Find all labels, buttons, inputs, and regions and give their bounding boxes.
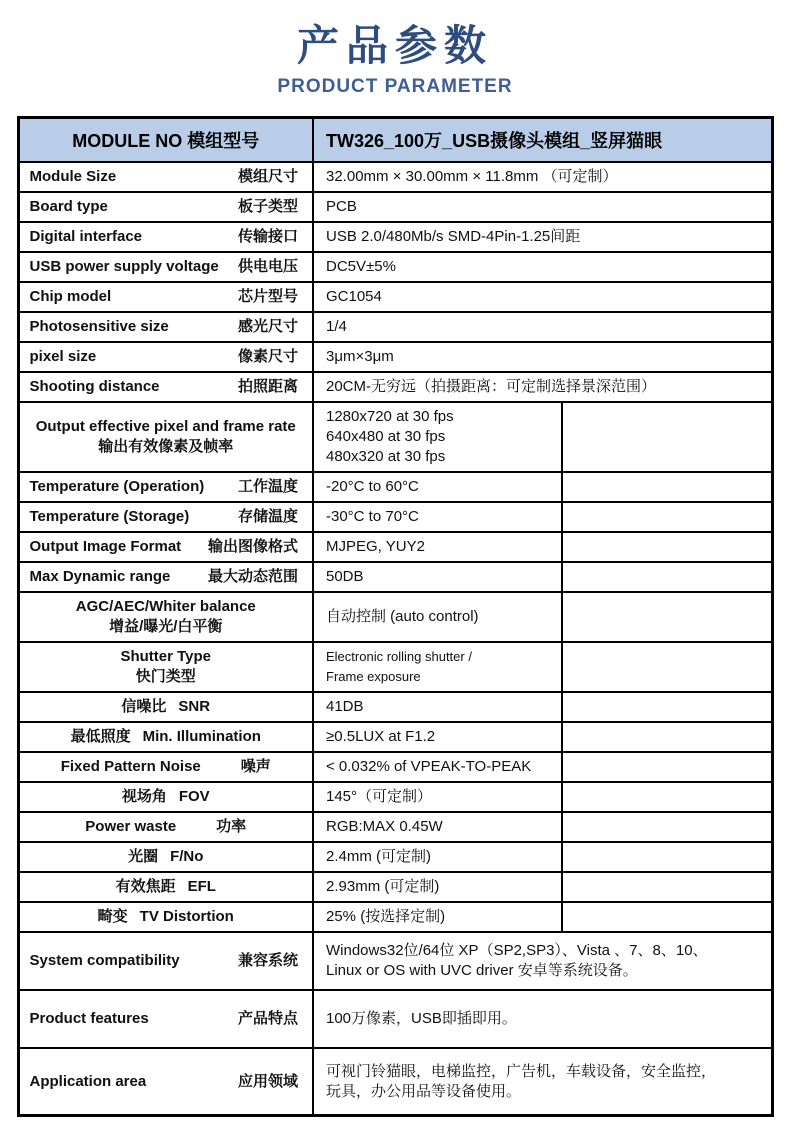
spec-value: 自动控制 (auto control) (313, 592, 562, 642)
spec-label: Board type 板子类型 (18, 192, 313, 222)
spec-empty-cell (562, 592, 772, 642)
spec-row (18, 372, 772, 402)
spec-row (18, 722, 772, 752)
spec-value: Electronic rolling shutter / Frame exposure (313, 642, 562, 692)
spec-label: Max Dynamic range 最大动态范围 (18, 562, 313, 592)
spec-empty-cell (562, 402, 772, 472)
spec-label: Photosensitive size 感光尺寸 (18, 312, 313, 342)
spec-label: Product features 产品特点 (18, 990, 313, 1048)
spec-row (18, 402, 772, 472)
spec-value: Windows32位/64位 XP（SP2,SP3）、Vista 、7、8、10、 Linux or OS with UVC driver 安卓等系统设备。 (313, 932, 772, 990)
spec-label: 畸变 TV Distortion (18, 902, 313, 932)
spec-empty-cell (562, 902, 772, 932)
spec-value: 2.93mm (可定制) (313, 872, 562, 902)
spec-row (18, 842, 772, 872)
spec-empty-cell (562, 782, 772, 812)
spec-value: -30°C to 70°C (313, 502, 562, 532)
spec-label: Shutter Type 快门类型 (18, 642, 313, 692)
spec-label: Temperature (Operation) 工作温度 (18, 472, 313, 502)
spec-row (18, 472, 772, 502)
spec-row (18, 592, 772, 642)
spec-table-body (18, 162, 772, 1116)
spec-value: USB 2.0/480Mb/s SMD-4Pin-1.25间距 (313, 222, 772, 252)
spec-label: pixel size 像素尺寸 (18, 342, 313, 372)
spec-label: Power waste 功率 (18, 812, 313, 842)
page-title: 产品参数 (296, 22, 493, 69)
spec-label: Digital interface 传输接口 (18, 222, 313, 252)
spec-empty-cell (562, 692, 772, 722)
spec-label: AGC/AEC/Whiter balance 增益/曝光/白平衡 (18, 592, 313, 642)
spec-row (18, 752, 772, 782)
spec-value: RGB:MAX 0.45W (313, 812, 562, 842)
spec-value: 可视门铃猫眼，电梯监控，广告机，车载设备，安全监控， 玩具，办公用品等设备使用。 (313, 1048, 772, 1116)
page-subtitle: PRODUCT PARAMETER (277, 76, 513, 98)
spec-label: 信噪比 SNR (18, 692, 313, 722)
spec-row (18, 990, 772, 1048)
spec-row (18, 782, 772, 812)
spec-row (18, 642, 772, 692)
spec-row (18, 692, 772, 722)
spec-row (18, 222, 772, 252)
spec-value: < 0.032% of VPEAK-TO-PEAK (313, 752, 562, 782)
spec-empty-cell (562, 752, 772, 782)
spec-label: Module Size 模组尺寸 (18, 162, 313, 192)
spec-value: 32.00mm × 30.00mm × 11.8mm （可定制） (313, 162, 772, 192)
spec-value: 145°（可定制） (313, 782, 562, 812)
spec-label: Fixed Pattern Noise 噪声 (18, 752, 313, 782)
spec-value: ≥0.5LUX at F1.2 (313, 722, 562, 752)
spec-value: 1/4 (313, 312, 772, 342)
spec-value: 3μm×3μm (313, 342, 772, 372)
spec-label: System compatibility 兼容系统 (18, 932, 313, 990)
spec-value: 25% (按选择定制) (313, 902, 562, 932)
module-model-header: TW326_100万_USB摄像头模组_竖屏猫眼 (313, 118, 772, 162)
spec-value: 1280x720 at 30 fps 640x480 at 30 fps 480x320 at 30 fps (313, 402, 562, 472)
spec-value: 20CM-无穷远（拍摄距离：可定制选择景深范围） (313, 372, 772, 402)
spec-value: PCB (313, 192, 772, 222)
spec-value: GC1054 (313, 282, 772, 312)
spec-row (18, 342, 772, 372)
spec-value: 2.4mm (可定制) (313, 842, 562, 872)
spec-row (18, 902, 772, 932)
page-header (0, 0, 790, 98)
spec-label: Chip model 芯片型号 (18, 282, 313, 312)
spec-row (18, 252, 772, 282)
spec-value: MJPEG, YUY2 (313, 532, 562, 562)
spec-label: 有效焦距 EFL (18, 872, 313, 902)
spec-value: -20°C to 60°C (313, 472, 562, 502)
module-no-header: MODULE NO 模组型号 (18, 118, 313, 162)
spec-label: 光圈 F/No (18, 842, 313, 872)
spec-value: DC5V±5% (313, 252, 772, 282)
spec-empty-cell (562, 532, 772, 562)
spec-empty-cell (562, 642, 772, 692)
spec-row (18, 162, 772, 192)
spec-row (18, 812, 772, 842)
spec-empty-cell (562, 472, 772, 502)
spec-label: 视场角 FOV (18, 782, 313, 812)
spec-row (18, 872, 772, 902)
spec-row (18, 532, 772, 562)
spec-empty-cell (562, 842, 772, 872)
spec-empty-cell (562, 502, 772, 532)
spec-empty-cell (562, 872, 772, 902)
product-parameter-table (17, 116, 774, 1117)
spec-row (18, 932, 772, 990)
table-header-row (18, 118, 772, 162)
spec-label: Output effective pixel and frame rate 输出有效像素及帧率 (18, 402, 313, 472)
spec-label: Shooting distance 拍照距离 (18, 372, 313, 402)
spec-label: Output Image Format 输出图像格式 (18, 532, 313, 562)
spec-row (18, 312, 772, 342)
spec-value: 100万像素，USB即插即用。 (313, 990, 772, 1048)
spec-row (18, 1048, 772, 1116)
spec-empty-cell (562, 562, 772, 592)
spec-empty-cell (562, 812, 772, 842)
spec-row (18, 562, 772, 592)
spec-value: 41DB (313, 692, 562, 722)
spec-label: 最低照度 Min. Illumination (18, 722, 313, 752)
spec-empty-cell (562, 722, 772, 752)
spec-label: USB power supply voltage 供电电压 (18, 252, 313, 282)
spec-label: Temperature (Storage) 存储温度 (18, 502, 313, 532)
spec-row (18, 192, 772, 222)
spec-row (18, 502, 772, 532)
spec-row (18, 282, 772, 312)
spec-label: Application area 应用领域 (18, 1048, 313, 1116)
spec-value: 50DB (313, 562, 562, 592)
